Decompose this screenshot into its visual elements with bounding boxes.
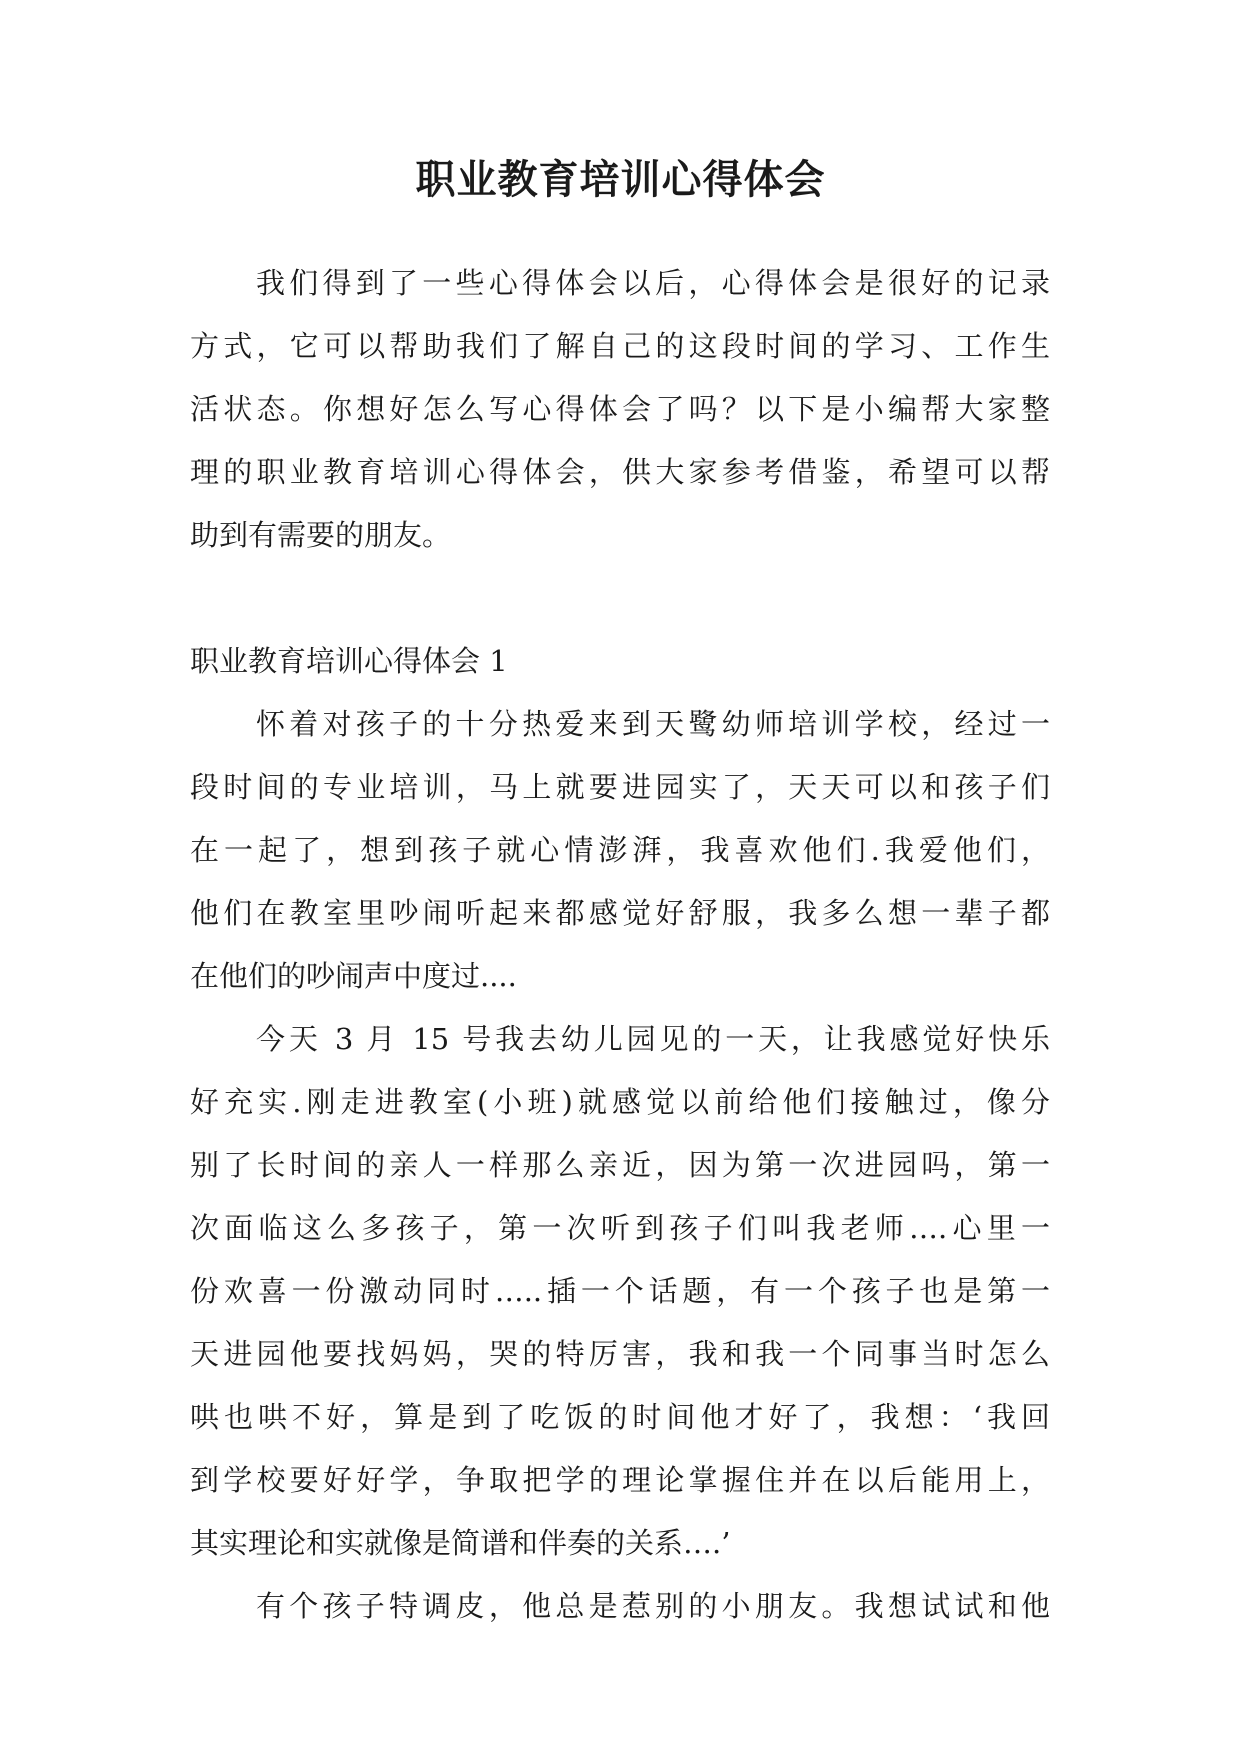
paragraph-gap xyxy=(190,567,1050,630)
paragraph-line: 哄也哄不好，算是到了吃饭的时间他才好了，我想：‘我回 xyxy=(190,1400,1050,1434)
body-paragraph-2 xyxy=(190,1008,1050,1575)
paragraph-line: 别了长时间的亲人一样那么亲近，因为第一次进园吗，第一 xyxy=(190,1148,1050,1182)
paragraph-line: 其实理论和实就像是简谱和伴奏的关系….’ xyxy=(190,1526,731,1560)
paragraph-line: 有个孩子特调皮，他总是惹别的小朋友。我想试试和他 xyxy=(256,1589,1050,1623)
paragraph-line: 好充实.刚走进教室(小班)就感觉以前给他们接触过，像分 xyxy=(190,1085,1050,1119)
paragraph-line: 他们在教室里吵闹听起来都感觉好舒服，我多么想一辈子都 xyxy=(190,896,1050,930)
body-paragraph-1 xyxy=(190,693,1050,1008)
document-body xyxy=(190,252,1050,1638)
paragraph-line: 次面临这么多孩子，第一次听到孩子们叫我老师….心里一 xyxy=(190,1211,1050,1245)
paragraph-line: 在一起了，想到孩子就心情澎湃，我喜欢他们.我爱他们， xyxy=(190,833,1050,867)
intro-line: 理的职业教育培训心得体会，供大家参考借鉴，希望可以帮 xyxy=(190,455,1050,489)
body-paragraph-3 xyxy=(190,1575,1050,1638)
paragraph-line: 段时间的专业培训，马上就要进园实了，天天可以和孩子们 xyxy=(190,770,1050,804)
paragraph-line: 份欢喜一份激动同时…..插一个话题，有一个孩子也是第一 xyxy=(190,1274,1050,1308)
intro-line: 助到有需要的朋友。 xyxy=(190,518,452,552)
paragraph-line: 在他们的吵闹声中度过.... xyxy=(190,959,517,993)
paragraph-line: 今天 3 月 15 号我去幼儿园见的一天，让我感觉好快乐 xyxy=(256,1022,1050,1056)
intro-line: 活状态。你想好怎么写心得体会了吗？以下是小编帮大家整 xyxy=(190,392,1050,426)
intro-line: 我们得到了一些心得体会以后，心得体会是很好的记录 xyxy=(256,266,1050,300)
intro-paragraph xyxy=(190,252,1050,567)
document-title: 职业教育培训心得体会 xyxy=(415,156,826,203)
paragraph-line: 怀着对孩子的十分热爱来到天鹭幼师培训学校，经过一 xyxy=(256,707,1050,741)
paragraph-line: 到学校要好好学，争取把学的理论掌握住并在以后能用上， xyxy=(190,1463,1050,1497)
paragraph-line: 天进园他要找妈妈，哭的特厉害，我和我一个同事当时怎么 xyxy=(190,1337,1050,1371)
intro-line: 方式，它可以帮助我们了解自己的这段时间的学习、工作生 xyxy=(190,329,1050,363)
section-heading: 职业教育培训心得体会 1 xyxy=(190,644,508,678)
